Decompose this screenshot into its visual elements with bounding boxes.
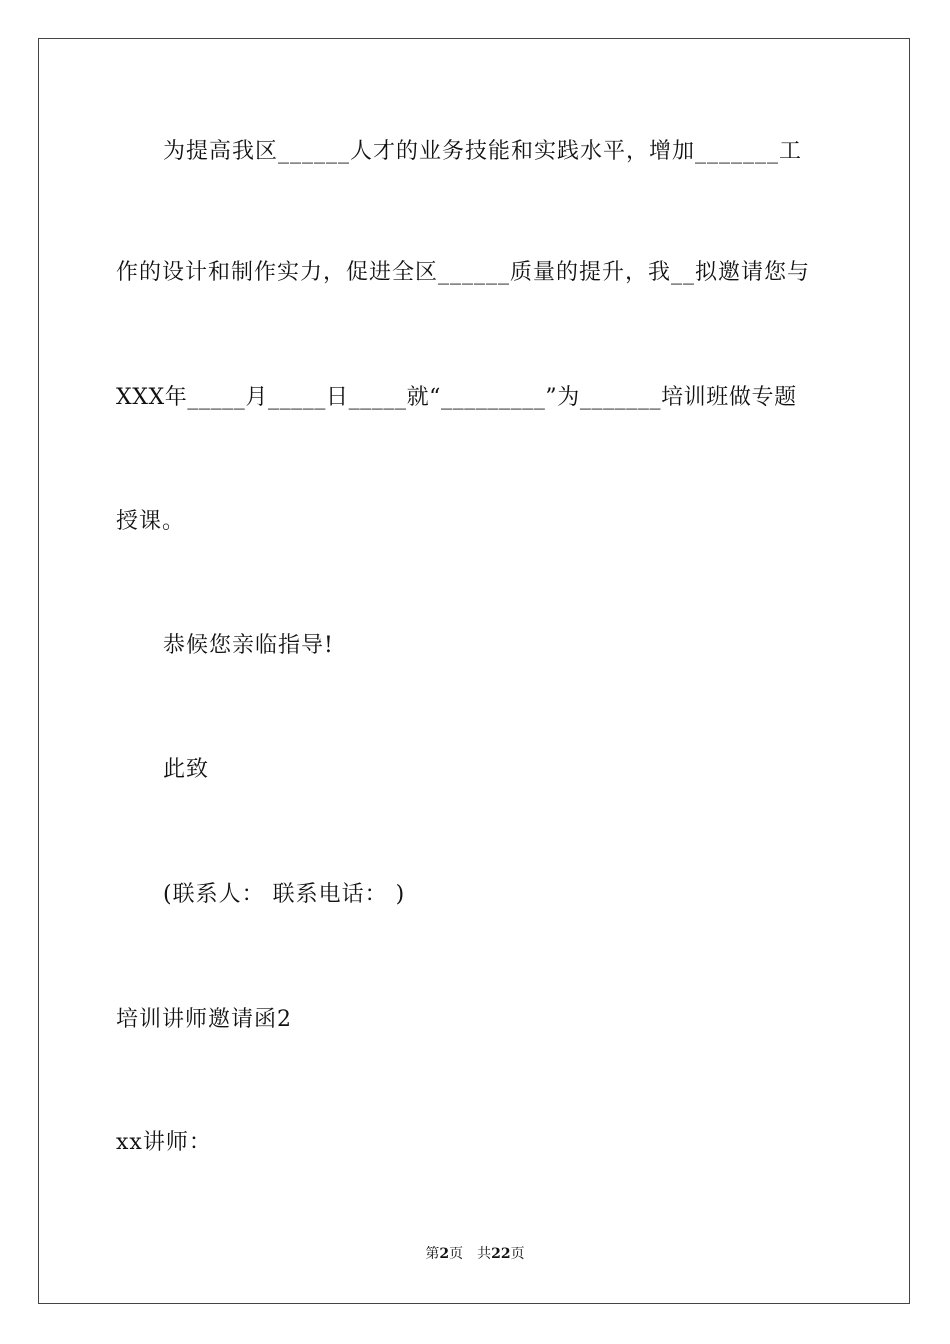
page-footer — [0, 1244, 950, 1264]
recipient-line: xx讲师： — [116, 1130, 212, 1155]
footer-page-prefix: 第 — [425, 1246, 440, 1262]
footer-total-suffix: 页 — [510, 1246, 525, 1262]
page-border — [38, 38, 910, 1304]
contact-line: (联系人： 联系电话： ) — [163, 882, 406, 907]
paragraph-line-1: 为提高我区______人才的业务技能和实践水平，增加_______工 — [163, 139, 803, 164]
footer-page-suffix: 页 — [449, 1246, 464, 1262]
paragraph-line-2: 作的设计和制作实力，促进全区______质量的提升，我__拟邀请您与 — [116, 260, 811, 285]
paragraph-line-4: 授课。 — [116, 509, 186, 534]
footer-page-current: 2 — [439, 1246, 450, 1262]
section-title: 培训讲师邀请函2 — [116, 1007, 292, 1032]
footer-total-prefix: 共 — [477, 1246, 492, 1262]
paragraph-line-3: XXX年_____月_____日_____就“_________”为_______培训班做专题 — [116, 385, 797, 410]
footer-page-total: 22 — [491, 1246, 511, 1262]
salutation-line: 此致 — [163, 757, 210, 782]
closing-line: 恭候您亲临指导! — [163, 633, 334, 658]
